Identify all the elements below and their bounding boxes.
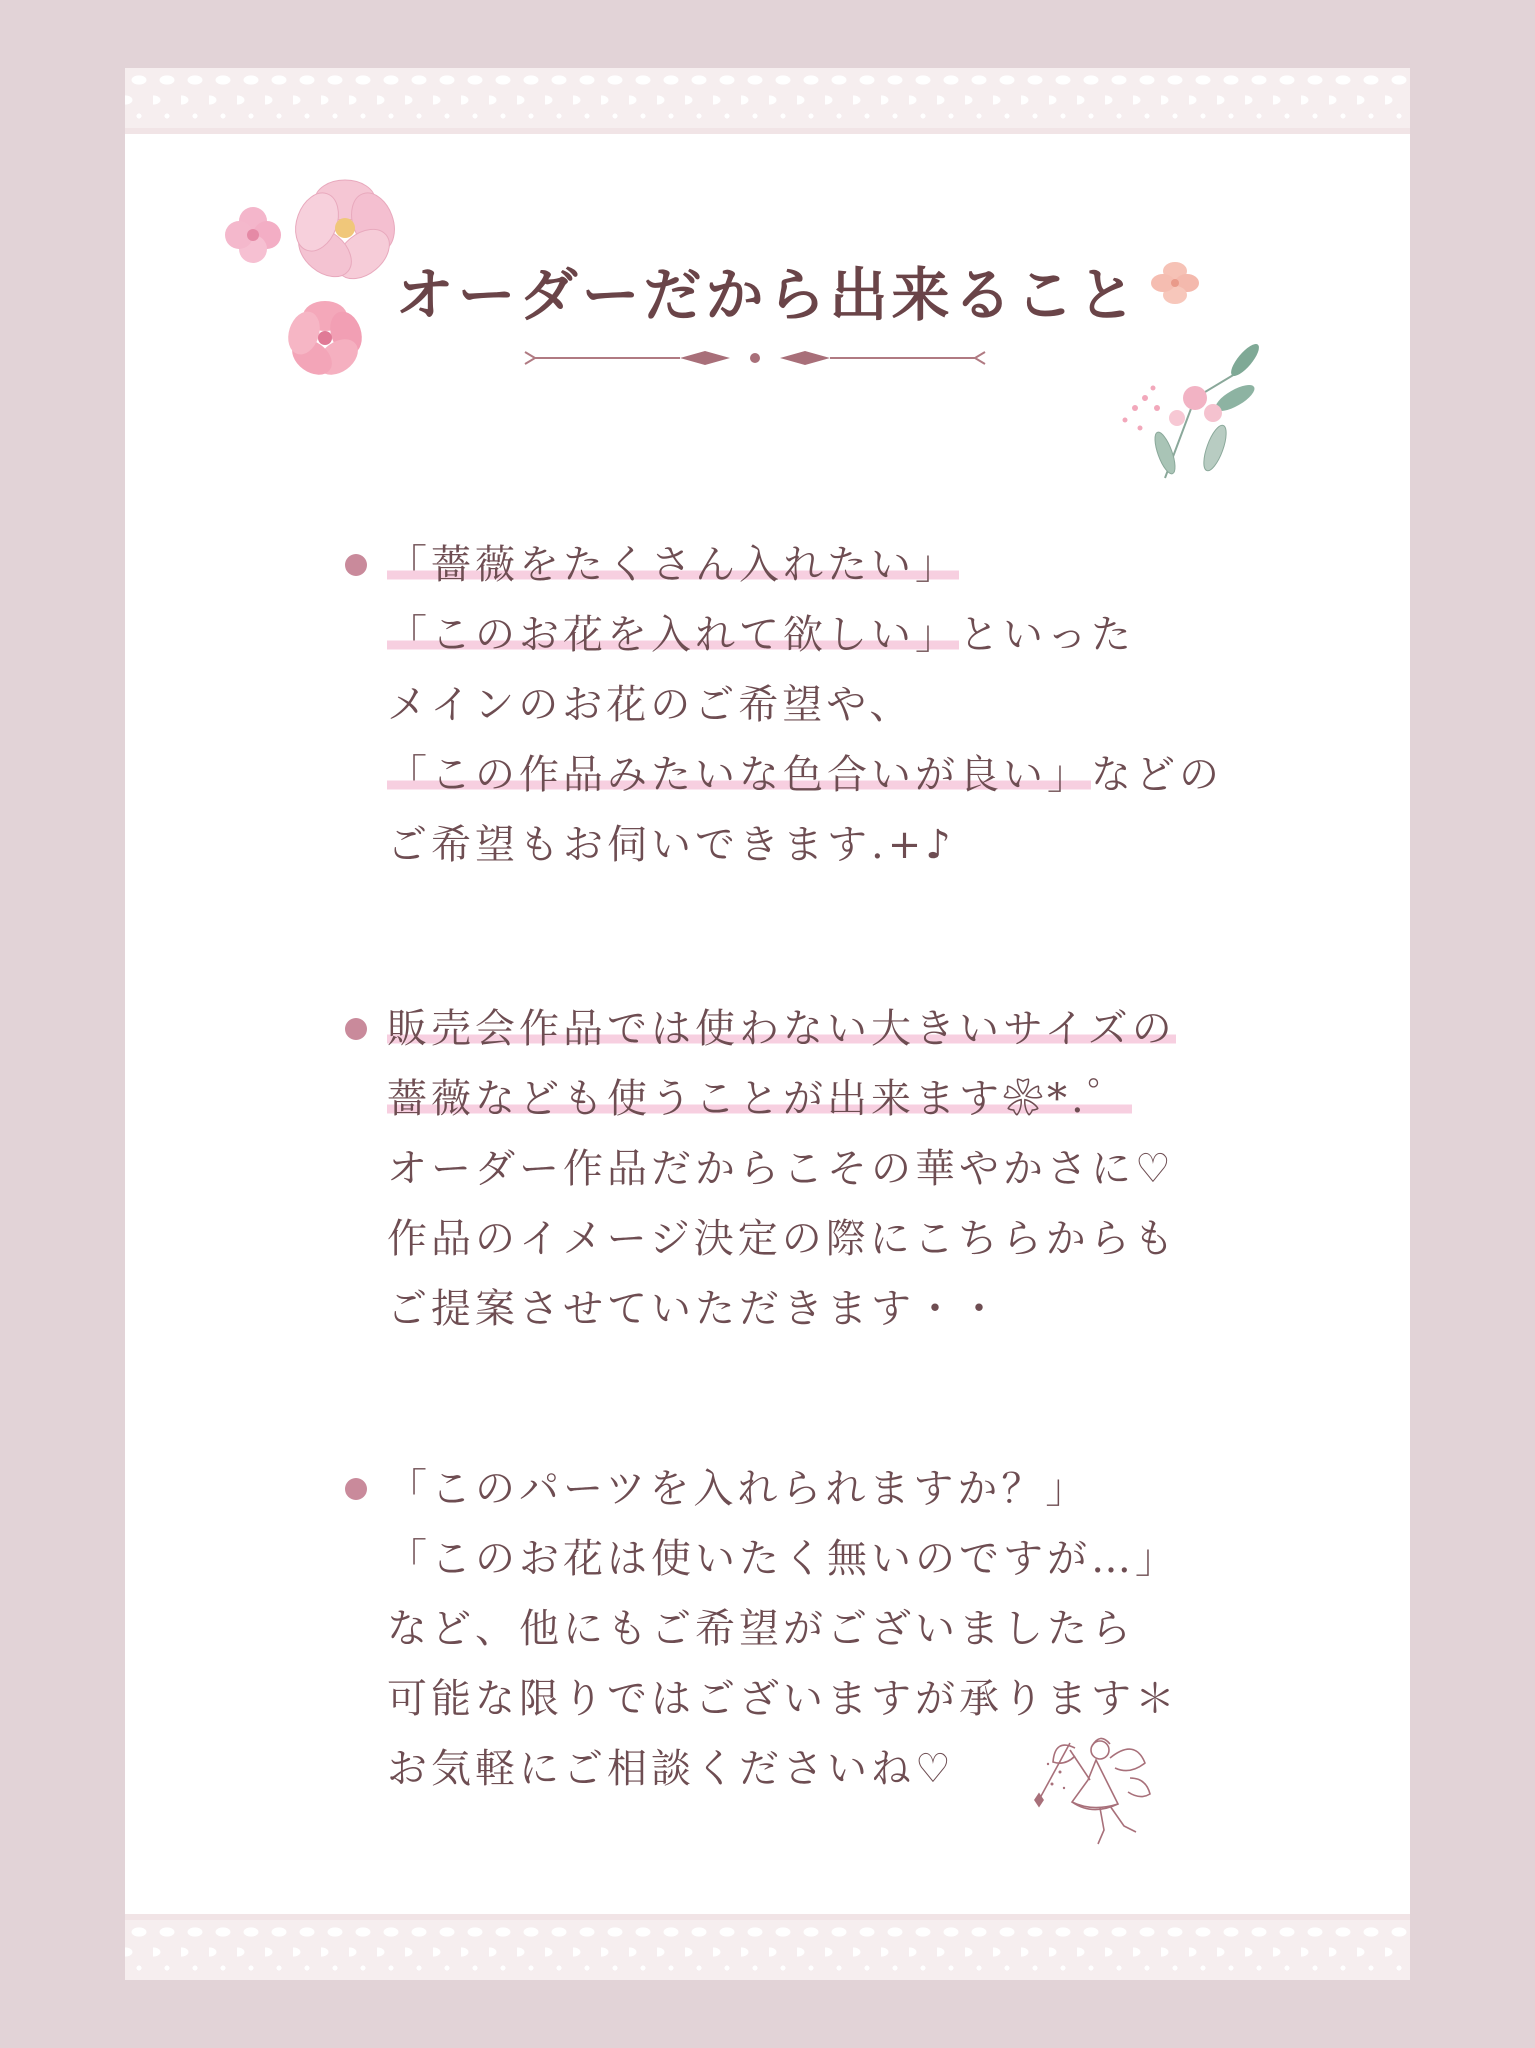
content-card <box>125 68 1410 1980</box>
text-line: 「このお花を入れて欲しい」といった <box>387 612 1135 658</box>
text-line: オーダー作品だからこその華やかさに♡ <box>387 1146 1175 1192</box>
text-line: 「このお花は使いたく無いのですが…」 <box>387 1536 1179 1582</box>
text-line: お気軽にご相談くださいね♡ <box>387 1746 955 1792</box>
text-line: ご希望もお伺いできます.+♪ <box>387 822 955 868</box>
text-line: 作品のイメージ決定の際にこちらからも <box>387 1216 1178 1262</box>
text-line: ご提案させていただきます・・ <box>387 1286 1003 1332</box>
text-line: メインのお花のご希望や、 <box>387 682 914 728</box>
fairy-icon <box>1030 1728 1180 1858</box>
bullet-icon <box>345 1018 367 1040</box>
text-line: 薔薇なども使うことが出来ます❀*.゜ <box>387 1076 1132 1122</box>
bullet-icon <box>345 1478 367 1500</box>
section-1 <box>335 530 1295 880</box>
text-line: など、他にもご希望がございましたら <box>387 1606 1135 1652</box>
text-line: 販売会作品では使わない大きいサイズの <box>335 994 1295 1064</box>
bullet-icon <box>345 554 367 576</box>
page-title: オーダーだから出来ること <box>395 261 1140 329</box>
text-line: 「このパーツを入れられますか？」 <box>335 1454 1295 1524</box>
text-line: 「この作品みたいな色合いが良い」などの <box>387 752 1223 798</box>
section-2 <box>335 994 1295 1344</box>
text-line: 可能な限りではございますが承ります＊ <box>387 1676 1179 1722</box>
ornament-divider-icon <box>520 338 990 378</box>
text-line: 「薔薇をたくさん入れたい」 <box>335 530 1295 600</box>
lace-border-bottom <box>125 1914 1410 1980</box>
lace-border-top <box>125 68 1410 134</box>
